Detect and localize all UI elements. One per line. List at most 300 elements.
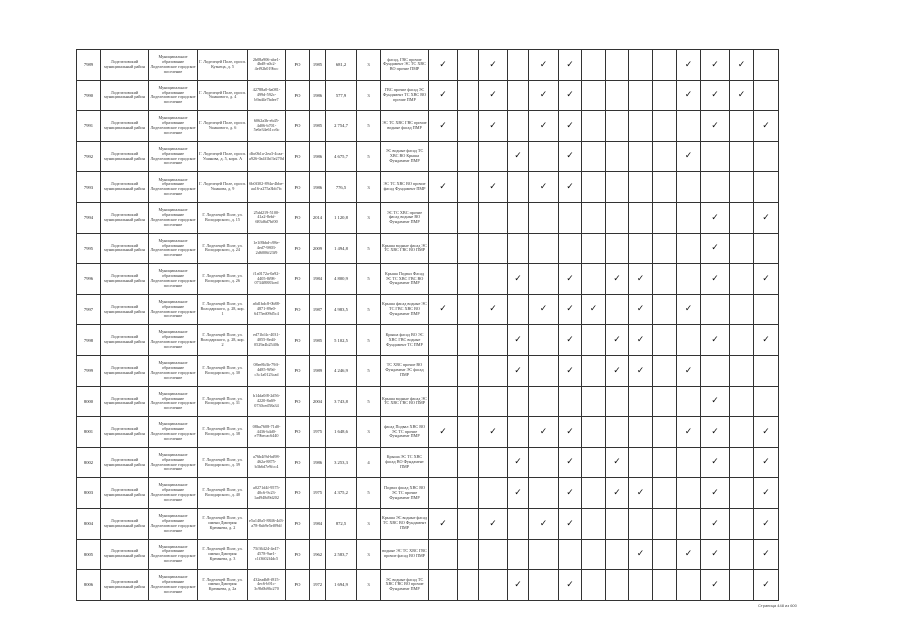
check-cell (429, 264, 458, 295)
check-cell (529, 172, 559, 203)
checkmark-icon: ✓ (636, 334, 645, 345)
ro-cell: РО (286, 202, 310, 233)
ro-cell: РО (286, 570, 310, 601)
checkmark-icon: ✓ (684, 151, 693, 162)
checkmark-icon: ✓ (636, 304, 645, 315)
check-cell (730, 508, 754, 539)
checkmark-icon: ✓ (711, 518, 719, 529)
check-cell (559, 80, 582, 111)
floors-cell: 5 (357, 478, 381, 509)
row-number: 8000 (77, 386, 101, 417)
check-cell (653, 325, 677, 356)
check-cell (559, 570, 582, 601)
year-cell: 1989 (310, 355, 326, 386)
checkmark-icon: ✓ (684, 90, 693, 101)
check-cell (508, 539, 529, 570)
checkmark-icon: ✓ (762, 212, 770, 223)
works-cell: водные ЭС ТС ХВС ГВС прочие фасад ВО ПМР (381, 539, 429, 570)
address-cell: Г. Лоделецей Поле, просп. Ушакового, д. 4 (198, 80, 248, 111)
check-cell (582, 570, 606, 601)
check-cell (458, 447, 479, 478)
fias-code-cell: dbc0b1a-2ea3-4caa-a926-0a4f1bf3e270d (248, 141, 286, 172)
check-cell (701, 447, 730, 478)
check-cell (677, 355, 701, 386)
year-cell: 1975 (310, 417, 326, 448)
owner-cell: Муниципальное образование Лоделеловское городское поселение (149, 233, 198, 264)
checkmark-icon: ✓ (636, 273, 645, 284)
year-cell: 2014 (310, 202, 326, 233)
check-cell (479, 233, 508, 264)
table-row (77, 325, 779, 356)
fias-code-cell: f1a0172a-0a92-4405-8f98-0734f8883ced (248, 264, 286, 295)
checkmark-icon: ✓ (566, 518, 574, 529)
checkmark-icon: ✓ (636, 549, 645, 560)
row-number: 7990 (77, 80, 101, 111)
check-cell (458, 111, 479, 142)
row-number: 8002 (77, 447, 101, 478)
row-number: 7995 (77, 233, 101, 264)
works-cell: ЭС водные фасад ТС ХВС ГВС ВО прочие Фундамент ПМР (381, 570, 429, 601)
check-cell (677, 478, 701, 509)
checkmark-icon: ✓ (539, 120, 548, 131)
year-cell: 1962 (310, 539, 326, 570)
checkmark-icon: ✓ (684, 304, 693, 315)
check-cell (677, 50, 701, 81)
check-cell (582, 80, 606, 111)
fias-code-cell: b14da0f8-2d56-4220-8a69-0730ced58a34 (248, 386, 286, 417)
check-cell (653, 233, 677, 264)
district-cell: Лоделеловский муниципальный район (101, 386, 149, 417)
checkmark-icon: ✓ (439, 518, 447, 529)
check-cell (529, 386, 559, 417)
table-row (77, 447, 779, 478)
checkmark-icon: ✓ (711, 120, 719, 131)
checkmark-icon: ✓ (762, 549, 770, 560)
checkmark-icon: ✓ (514, 273, 522, 284)
checkmark-icon: ✓ (566, 182, 574, 192)
check-cell (754, 386, 779, 417)
table-row (77, 111, 779, 142)
district-cell: Лоделеловский муниципальный район (101, 172, 149, 203)
check-cell (479, 447, 508, 478)
year-cell: 1986 (310, 447, 326, 478)
owner-cell: Муниципальное образование Лоделеловское городское поселение (149, 478, 198, 509)
check-cell (429, 294, 458, 325)
checkmark-icon: ✓ (762, 579, 770, 590)
area-cell: 1 120,8 (326, 202, 357, 233)
floors-cell: 5 (357, 355, 381, 386)
checkmark-icon: ✓ (684, 426, 693, 437)
area-cell: 3 253,3 (326, 447, 357, 478)
check-cell (429, 172, 458, 203)
check-cell (508, 233, 529, 264)
checkmark-icon: ✓ (762, 487, 770, 498)
row-number: 8001 (77, 417, 101, 448)
owner-cell: Муниципальное образование Лоделеловское городское поселение (149, 202, 198, 233)
check-cell (559, 478, 582, 509)
check-cell (677, 202, 701, 233)
row-number: 7998 (77, 325, 101, 356)
check-cell (458, 264, 479, 295)
fias-code-cell: 08ee8b3b-79ff-4d85-9f9d-c3c1a0123cad (248, 355, 286, 386)
check-cell (754, 539, 779, 570)
address-cell: Г. Лоделецей Поле, ул. имени Дмитрия Кремнева, д. 3 (198, 539, 248, 570)
address-cell: Г. Лоделецей Поле, ул. Володарского, д. 30 (198, 355, 248, 386)
check-cell (677, 233, 701, 264)
checkmark-icon: ✓ (566, 457, 574, 468)
check-cell (508, 570, 529, 601)
check-cell (582, 386, 606, 417)
check-cell (701, 478, 730, 509)
checkmark-icon: ✓ (539, 90, 548, 101)
works-cell: Подвал фасад ХВС ВО ЭС ТС прочие Фундамент ПМР (381, 478, 429, 509)
check-cell (508, 478, 529, 509)
check-cell (508, 202, 529, 233)
check-cell (429, 50, 458, 81)
table-row (77, 233, 779, 264)
checkmark-icon: ✓ (711, 457, 719, 468)
checkmark-icon: ✓ (684, 549, 693, 560)
check-cell (508, 80, 529, 111)
year-cell: 1984 (310, 508, 326, 539)
check-cell (629, 355, 653, 386)
floors-cell: 5 (357, 111, 381, 142)
check-cell (582, 355, 606, 386)
district-cell: Лоделеловский муниципальный район (101, 325, 149, 356)
check-cell (508, 386, 529, 417)
address-cell: Г. Лоделецей Поле, ул. Володарского, д. 39 (198, 447, 248, 478)
checkmark-icon: ✓ (439, 182, 447, 192)
owner-cell: Муниципальное образование Лоделеловское городское поселение (149, 294, 198, 325)
works-cell: Крыша водные фасад ЭС ТС ХВС ГВС ВО ПМР (381, 233, 429, 264)
fias-code-cell: a76b4f9d-bd98-462a-8875-b3b6d7e9fcc4 (248, 447, 286, 478)
check-cell (458, 202, 479, 233)
address-cell: Г. Лоделецей Поле, ул. имени Дмитрия Кремнева, д. 2 (198, 508, 248, 539)
works-cell: ЭС ТС ХВС прочие фасад водные ВО Фундамент ПМР (381, 202, 429, 233)
check-cell (429, 202, 458, 233)
checkmark-icon: ✓ (566, 579, 574, 590)
check-cell (529, 294, 559, 325)
check-cell (754, 570, 779, 601)
checkmark-icon: ✓ (439, 120, 447, 131)
table-row (77, 539, 779, 570)
check-cell (677, 447, 701, 478)
check-cell (529, 325, 559, 356)
owner-cell: Муниципальное образование Лоделеловское городское поселение (149, 80, 198, 111)
floors-cell: 4 (357, 447, 381, 478)
check-cell (458, 80, 479, 111)
check-cell (730, 111, 754, 142)
ro-cell: РО (286, 294, 310, 325)
check-cell (458, 570, 479, 601)
check-cell (629, 417, 653, 448)
owner-cell: Муниципальное образование Лоделеловское городское поселение (149, 325, 198, 356)
check-cell (582, 264, 606, 295)
row-number: 7999 (77, 355, 101, 386)
check-cell (701, 264, 730, 295)
row-number: 7993 (77, 172, 101, 203)
checkmark-icon: ✓ (589, 304, 598, 315)
works-cell: Крыша ЭС ТС ХВС фасад ВО Фундамент ПМР (381, 447, 429, 478)
owner-cell: Муниципальное образование Лоделеловское городское поселение (149, 570, 198, 601)
check-cell (429, 233, 458, 264)
ro-cell: РО (286, 417, 310, 448)
check-cell (730, 50, 754, 81)
checkmark-icon: ✓ (566, 151, 574, 162)
year-cell: 1975 (310, 478, 326, 509)
check-cell (479, 264, 508, 295)
floors-cell: 3 (357, 508, 381, 539)
check-cell (479, 539, 508, 570)
check-cell (508, 111, 529, 142)
ro-cell: РО (286, 172, 310, 203)
check-cell (701, 355, 730, 386)
check-cell (754, 172, 779, 203)
area-cell: 1 494,8 (326, 233, 357, 264)
check-cell (730, 233, 754, 264)
check-cell (479, 417, 508, 448)
district-cell: Лоделеловский муниципальный район (101, 570, 149, 601)
table-row (77, 355, 779, 386)
check-cell (653, 386, 677, 417)
year-cell: 2004 (310, 386, 326, 417)
checkmark-icon: ✓ (514, 151, 522, 162)
check-cell (754, 417, 779, 448)
owner-cell: Муниципальное образование Лоделеловское городское поселение (149, 264, 198, 295)
owner-cell: Муниципальное образование Лоделеловское городское поселение (149, 172, 198, 203)
check-cell (582, 202, 606, 233)
owner-cell: Муниципальное образование Лоделеловское городское поселение (149, 508, 198, 539)
check-cell (730, 172, 754, 203)
check-cell (653, 264, 677, 295)
table-row (77, 508, 779, 539)
floors-cell: 3 (357, 417, 381, 448)
floors-cell: 3 (357, 570, 381, 601)
check-cell (677, 325, 701, 356)
check-cell (754, 478, 779, 509)
floors-cell: 3 (357, 202, 381, 233)
check-cell (458, 355, 479, 386)
check-cell (629, 478, 653, 509)
checkmark-icon: ✓ (711, 212, 719, 223)
address-cell: Г. Лоделецей Поле, просп. Ушакова, д. 5, корп. А (198, 141, 248, 172)
checkmark-icon: ✓ (684, 365, 693, 376)
check-cell (730, 447, 754, 478)
check-cell (677, 111, 701, 142)
owner-cell: Муниципальное образование Лоделеловское городское поселение (149, 50, 198, 81)
check-cell (677, 417, 701, 448)
district-cell: Лоделеловский муниципальный район (101, 355, 149, 386)
check-cell (559, 141, 582, 172)
floors-cell: 3 (357, 80, 381, 111)
year-cell: 1986 (310, 141, 326, 172)
check-cell (429, 508, 458, 539)
checkmark-icon: ✓ (539, 426, 548, 437)
checkmark-icon: ✓ (489, 426, 497, 437)
check-cell (479, 80, 508, 111)
check-cell (429, 570, 458, 601)
checkmark-icon: ✓ (737, 59, 746, 70)
check-cell (458, 172, 479, 203)
check-cell (508, 417, 529, 448)
fias-code-cell: 432eadb8-f815-4ec6-b91c-3c9b0b86c270 (248, 570, 286, 601)
works-cell: Крыша водные фасад ЭС ТС ХВС ГВС ВО ПМР (381, 386, 429, 417)
checkmark-icon: ✓ (566, 120, 574, 131)
check-cell (559, 447, 582, 478)
check-cell (653, 172, 677, 203)
check-cell (677, 172, 701, 203)
check-cell (508, 294, 529, 325)
check-cell (479, 202, 508, 233)
floors-cell: 5 (357, 141, 381, 172)
check-cell (479, 141, 508, 172)
check-cell (653, 508, 677, 539)
check-cell (677, 264, 701, 295)
check-cell (559, 264, 582, 295)
check-cell (529, 355, 559, 386)
check-cell (653, 355, 677, 386)
checkmark-icon: ✓ (636, 365, 645, 376)
check-cell (653, 111, 677, 142)
checkmark-icon: ✓ (489, 120, 497, 131)
checkmark-icon: ✓ (514, 457, 522, 468)
check-cell (508, 447, 529, 478)
checkmark-icon: ✓ (711, 396, 719, 407)
check-cell (606, 508, 629, 539)
checkmark-icon: ✓ (539, 182, 548, 192)
ro-cell: РО (286, 233, 310, 264)
checkmark-icon: ✓ (539, 59, 548, 70)
table-row (77, 570, 779, 601)
address-cell: Г. Лоделецей Поле, ул. Володарского, д. 28, кор. 2 (198, 325, 248, 356)
check-cell (429, 539, 458, 570)
checkmark-icon: ✓ (711, 426, 719, 437)
floors-cell: 3 (357, 172, 381, 203)
table-row (77, 141, 779, 172)
check-cell (479, 172, 508, 203)
checkmark-icon: ✓ (439, 426, 447, 437)
check-cell (730, 264, 754, 295)
fias-code-cell: a6d1bdc8-0b88-4871-89e0-6475ed09d5c4 (248, 294, 286, 325)
ro-cell: РО (286, 264, 310, 295)
checkmark-icon: ✓ (566, 273, 574, 284)
check-cell (629, 325, 653, 356)
address-cell: Г. Лоделецей Поле, просп. Кузнеца, д. 5 (198, 50, 248, 81)
fias-code-cell: 2b08a906-abe1-4bd8-a0c2-4ef92b019bcc (248, 50, 286, 81)
works-cell: Крыша фасад водные ЭС ТС ГВС ХВС ВО Фундамент ПМР (381, 294, 429, 325)
check-cell (730, 294, 754, 325)
check-cell (606, 172, 629, 203)
row-number: 8004 (77, 508, 101, 539)
register-table (76, 49, 779, 601)
check-cell (529, 50, 559, 81)
check-cell (559, 172, 582, 203)
floors-cell: 3 (357, 539, 381, 570)
address-cell: Г. Лоделецей Поле, просп. Ушакова, д. 9 (198, 172, 248, 203)
table-row (77, 80, 779, 111)
check-cell (429, 141, 458, 172)
district-cell: Лоделеловский муниципальный район (101, 417, 149, 448)
check-cell (559, 539, 582, 570)
area-cell: 1 694,9 (326, 570, 357, 601)
check-cell (508, 264, 529, 295)
check-cell (429, 355, 458, 386)
area-cell: 2 754,7 (326, 111, 357, 142)
ro-cell: РО (286, 478, 310, 509)
check-cell (529, 80, 559, 111)
check-cell (582, 325, 606, 356)
year-cell: 1984 (310, 264, 326, 295)
area-cell: 4 983,5 (326, 294, 357, 325)
check-cell (559, 202, 582, 233)
checkmark-icon: ✓ (711, 579, 719, 590)
year-cell: 1987 (310, 294, 326, 325)
checkmark-icon: ✓ (566, 365, 574, 376)
check-cell (606, 233, 629, 264)
works-cell: фасад, ГВС прочие Фундамент ЭС ТС ХВС ВО прочие ПМР (381, 50, 429, 81)
check-cell (701, 80, 730, 111)
check-cell (701, 386, 730, 417)
check-cell (479, 570, 508, 601)
check-cell (479, 386, 508, 417)
address-cell: Г. Лоделецей Поле, ул. Володарского, д. 38 (198, 417, 248, 448)
check-cell (730, 386, 754, 417)
check-cell (529, 570, 559, 601)
floors-cell: 5 (357, 294, 381, 325)
checkmark-icon: ✓ (711, 273, 719, 284)
checkmark-icon: ✓ (539, 304, 548, 315)
fias-code-cell: 1e1f8bbd-c98e-4ed7-9803-2d6006f23f9 (248, 233, 286, 264)
check-cell (529, 417, 559, 448)
check-cell (479, 294, 508, 325)
check-cell (701, 50, 730, 81)
check-cell (730, 417, 754, 448)
works-cell: ЭС ТС ХВС ВО прочие фасад Фундамент ПМР (381, 172, 429, 203)
check-cell (677, 80, 701, 111)
check-cell (508, 172, 529, 203)
check-cell (508, 355, 529, 386)
checkmark-icon: ✓ (711, 549, 719, 560)
floors-cell: 5 (357, 386, 381, 417)
floors-cell: 5 (357, 264, 381, 295)
check-cell (730, 478, 754, 509)
check-cell (730, 141, 754, 172)
checkmark-icon: ✓ (613, 334, 621, 345)
checkmark-icon: ✓ (711, 487, 719, 498)
ro-cell: РО (286, 447, 310, 478)
area-cell: 4 675,7 (326, 141, 357, 172)
address-cell: Г. Лоделецей Поле, ул. Володарского, д. 31 (198, 386, 248, 417)
ro-cell: РО (286, 50, 310, 81)
check-cell (582, 417, 606, 448)
check-cell (629, 294, 653, 325)
table-row (77, 386, 779, 417)
check-cell (529, 539, 559, 570)
check-cell (629, 447, 653, 478)
check-cell (529, 478, 559, 509)
check-cell (730, 80, 754, 111)
check-cell (653, 80, 677, 111)
check-cell (559, 508, 582, 539)
check-cell (559, 111, 582, 142)
floors-cell: 5 (357, 325, 381, 356)
check-cell (559, 50, 582, 81)
year-cell: 1985 (310, 111, 326, 142)
check-cell (653, 202, 677, 233)
fias-code-cell: 6062a3b-eb45-4d06-b701-5e6e34e61cc6c (248, 111, 286, 142)
owner-cell: Муниципальное образование Лоделеловское городское поселение (149, 417, 198, 448)
area-cell: 5 102,5 (326, 325, 357, 356)
